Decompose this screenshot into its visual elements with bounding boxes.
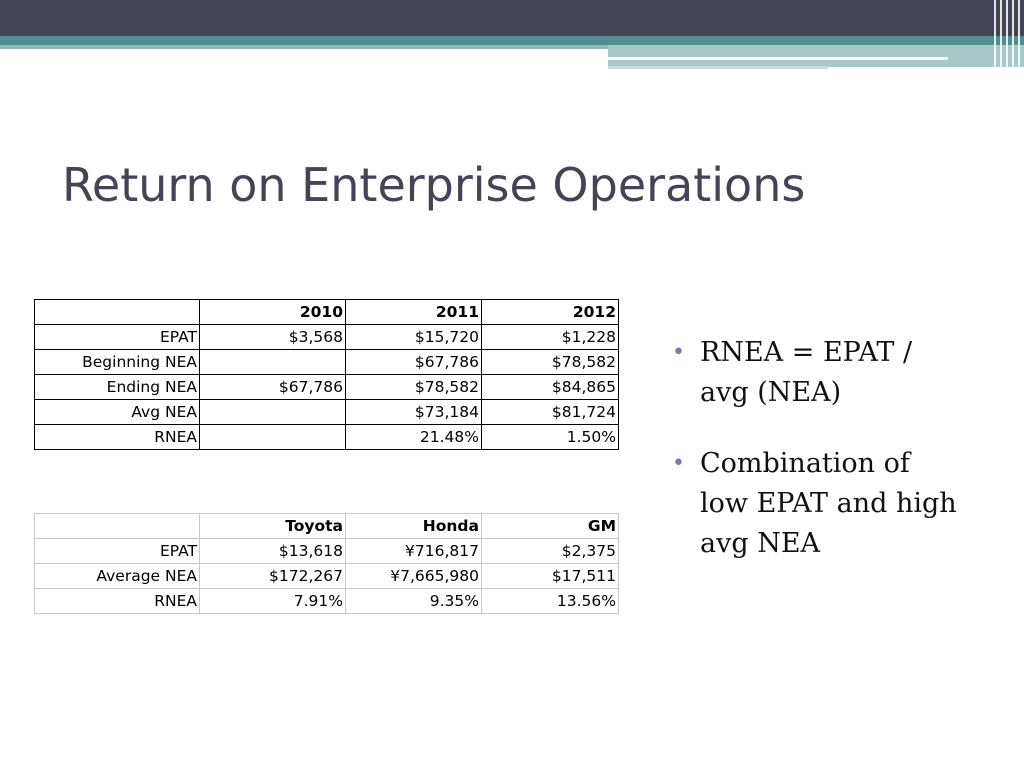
- row-label: RNEA: [35, 425, 200, 450]
- table-header-cell: [35, 514, 200, 539]
- row-label: EPAT: [35, 325, 200, 350]
- table-cell: $17,511: [482, 564, 619, 589]
- table-cell: [200, 400, 346, 425]
- table-cell: $3,568: [200, 325, 346, 350]
- banner-teal-stripe: [0, 36, 1024, 45]
- table-row: [35, 589, 619, 614]
- banner-corner-stripes: [990, 0, 1024, 70]
- table-header-cell: [35, 300, 200, 325]
- table-cell: 21.48%: [346, 425, 482, 450]
- table-cell: [200, 350, 346, 375]
- bullet-item: [672, 444, 962, 564]
- table-cell: $73,184: [346, 400, 482, 425]
- table-row: [35, 400, 619, 425]
- table-cell: $1,228: [482, 325, 619, 350]
- slide-title: Return on Enterprise Operations: [62, 158, 806, 212]
- row-label: Ending NEA: [35, 375, 200, 400]
- company-comparison-table: [34, 513, 619, 614]
- banner-light-stripe: [608, 45, 1024, 67]
- table-row: [35, 425, 619, 450]
- table-header-cell: GM: [482, 514, 619, 539]
- table-cell: $13,618: [200, 539, 346, 564]
- table-cell: $81,724: [482, 400, 619, 425]
- bullet-marker-icon: •: [672, 340, 685, 365]
- banner-divider-line: [608, 57, 948, 60]
- row-label: Beginning NEA: [35, 350, 200, 375]
- table-cell: $15,720: [346, 325, 482, 350]
- row-label: Avg NEA: [35, 400, 200, 425]
- bullet-list: [672, 333, 962, 595]
- row-label: RNEA: [35, 589, 200, 614]
- table-cell: ¥7,665,980: [346, 564, 482, 589]
- bullet-text: Combination of low EPAT and high avg NEA: [700, 448, 957, 559]
- table-cell: 1.50%: [482, 425, 619, 450]
- table-cell: 9.35%: [346, 589, 482, 614]
- table-cell: $2,375: [482, 539, 619, 564]
- table-header-cell: Toyota: [200, 514, 346, 539]
- table-cell: $172,267: [200, 564, 346, 589]
- table-cell: $67,786: [346, 350, 482, 375]
- row-label: EPAT: [35, 539, 200, 564]
- table-cell: $67,786: [200, 375, 346, 400]
- top-banner: [0, 0, 1024, 36]
- table-cell: $84,865: [482, 375, 619, 400]
- table-cell: 7.91%: [200, 589, 346, 614]
- row-label: Average NEA: [35, 564, 200, 589]
- table-cell: $78,582: [346, 375, 482, 400]
- banner-divider-line-2: [608, 66, 828, 69]
- table-row: [35, 350, 619, 375]
- table-header-cell: 2010: [200, 300, 346, 325]
- bullet-marker-icon: •: [672, 451, 685, 476]
- table-cell: ¥716,817: [346, 539, 482, 564]
- table-cell: 13.56%: [482, 589, 619, 614]
- table-header-cell: 2012: [482, 300, 619, 325]
- table-header-cell: 2011: [346, 300, 482, 325]
- table-header-row: [35, 514, 619, 539]
- banner-teal-accent: [0, 45, 610, 49]
- table-cell: $78,582: [482, 350, 619, 375]
- table-cell: [200, 425, 346, 450]
- table-header-row: [35, 300, 619, 325]
- table-row: [35, 539, 619, 564]
- table-row: [35, 375, 619, 400]
- bullet-text: RNEA = EPAT / avg (NEA): [700, 337, 913, 408]
- rnea-by-year-table: [34, 299, 619, 450]
- table-row: [35, 564, 619, 589]
- bullet-item: [672, 333, 962, 413]
- table-row: [35, 325, 619, 350]
- table-header-cell: Honda: [346, 514, 482, 539]
